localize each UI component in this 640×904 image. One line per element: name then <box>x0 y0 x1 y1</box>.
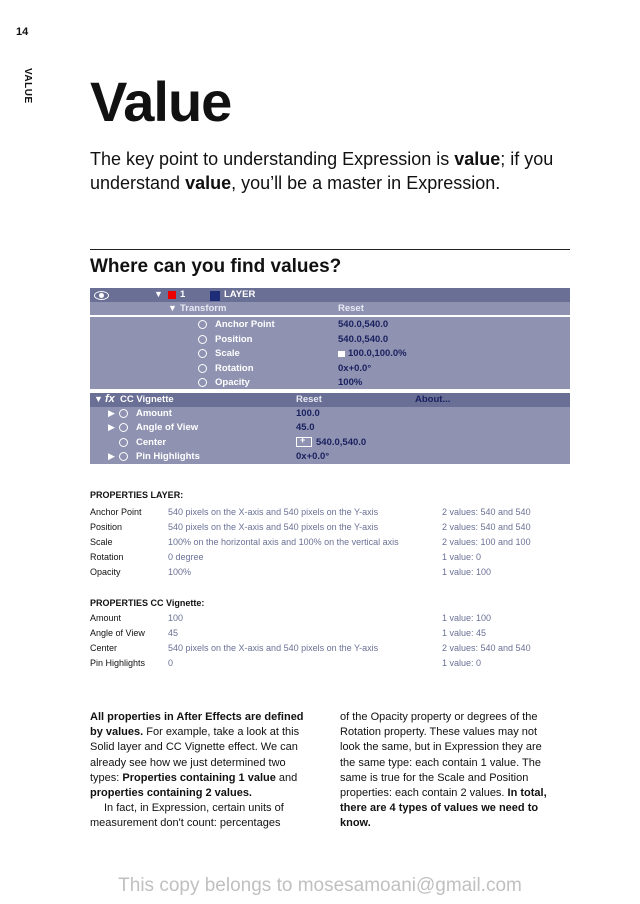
property-name: Rotation <box>90 552 124 562</box>
lead-paragraph <box>90 148 560 195</box>
constrain-proportions-icon[interactable] <box>338 351 345 357</box>
property-description: 100% <box>168 567 192 577</box>
property-description: 540 pixels on the X-axis and 540 pixels on the Y-axis <box>168 507 379 517</box>
property-row[interactable] <box>90 450 570 464</box>
table-row <box>90 552 570 567</box>
property-value-group[interactable] <box>338 348 407 359</box>
table-row <box>90 537 570 552</box>
table-row <box>90 643 570 658</box>
stopwatch-icon[interactable] <box>198 364 207 373</box>
stopwatch-icon[interactable] <box>119 423 128 432</box>
property-value[interactable]: 0x+0.0° <box>338 362 372 374</box>
property-value[interactable]: 100.0,100.0% <box>348 348 407 360</box>
property-name: Pin Highlights <box>136 451 200 463</box>
property-value[interactable]: 540.0,540.0 <box>338 333 389 345</box>
body-paragraph: In fact, in Expression, certain units of measurement don't count: percentages <box>90 802 284 830</box>
transform-reset-link[interactable]: Reset <box>338 303 364 314</box>
property-name: Angle of View <box>136 422 199 434</box>
property-value[interactable]: 100.0 <box>296 408 320 419</box>
layer-number: 1 <box>180 289 186 300</box>
section-heading: Where can you find values? <box>90 256 342 277</box>
effect-reset-link[interactable]: Reset <box>296 394 322 405</box>
table-row <box>90 522 570 537</box>
table-row <box>90 628 570 643</box>
page-title: Value <box>90 70 232 133</box>
property-row[interactable] <box>90 347 570 361</box>
property-name: Pin Highlights <box>90 658 146 668</box>
property-values: 1 value: 0 <box>442 552 482 562</box>
property-description: 540 pixels on the X-axis and 540 pixels on the Y-axis <box>168 522 379 532</box>
property-value[interactable]: 0x+0.0° <box>296 451 330 463</box>
stopwatch-icon[interactable] <box>198 335 207 344</box>
body-text: and <box>275 771 298 784</box>
property-value[interactable]: 540.0,540.0 <box>316 436 367 448</box>
property-row[interactable] <box>90 318 570 332</box>
stopwatch-icon[interactable] <box>119 409 128 418</box>
table-row <box>90 658 570 673</box>
effect-name: CC Vignette <box>120 394 174 405</box>
property-name: Center <box>90 643 118 653</box>
property-values: 1 value: 0 <box>442 658 482 668</box>
fx-icon[interactable]: fx <box>105 393 115 405</box>
body-bold: Properties containing 1 value <box>122 771 276 784</box>
layer-header-bar <box>90 288 570 302</box>
property-name: Amount <box>90 613 122 623</box>
property-value[interactable]: 540.0,540.0 <box>338 319 389 331</box>
lead-text-3: , you’ll be a master in Expression. <box>231 172 501 193</box>
property-name: Anchor Point <box>90 507 142 517</box>
expand-triangle-icon[interactable]: ▶ <box>108 408 115 418</box>
body-paragraph <box>340 710 558 832</box>
property-row[interactable] <box>90 362 570 376</box>
property-values: 1 value: 45 <box>442 628 487 638</box>
property-description: 540 pixels on the X-axis and 540 pixels on the Y-axis <box>168 643 379 653</box>
property-name: Angle of View <box>90 628 145 638</box>
table-row <box>90 507 570 522</box>
ae-effect-panel <box>90 393 570 464</box>
properties-layer-heading: PROPERTIES LAYER: <box>90 490 184 500</box>
property-values: 2 values: 540 and 540 <box>442 507 531 517</box>
property-name: Opacity <box>90 567 121 577</box>
body-text: of the Opacity property or degrees of the Rotation property. These values may not look the same, but in Expression they are the same type: each contain 1 value. The same is true for the Scale and Position properties: each contain 2 values. <box>340 711 542 800</box>
stopwatch-icon[interactable] <box>198 378 207 387</box>
property-row[interactable] <box>90 407 570 421</box>
chapter-side-label: VALUE <box>22 68 33 104</box>
property-description: 0 degree <box>168 552 204 562</box>
property-description: 0 <box>168 658 174 668</box>
panel-separator <box>90 315 570 317</box>
stopwatch-icon[interactable] <box>119 452 128 461</box>
properties-vignette-heading: PROPERTIES CC Vignette: <box>90 598 205 608</box>
expand-triangle-icon[interactable]: ▼ <box>94 394 103 404</box>
property-name: Center <box>136 436 167 448</box>
property-name: Anchor Point <box>215 319 275 331</box>
transform-label: Transform <box>180 303 227 314</box>
body-column-left <box>90 710 308 832</box>
property-values: 1 value: 100 <box>442 613 492 623</box>
lead-bold-1: value <box>454 149 501 169</box>
eye-icon[interactable] <box>94 291 109 300</box>
page-number: 14 <box>16 26 29 38</box>
body-bold: All properties in After Effects are defined by values. <box>90 711 304 739</box>
body-bold: In total, there are 4 types of values we need to know. <box>340 787 547 830</box>
body-text: For example, take a look at this Solid layer and CC Vignette effect. We can already see how we just determined two types: <box>90 726 300 784</box>
effect-about-link[interactable]: About... <box>415 394 451 405</box>
lead-text-1: The key point to understanding Expression is <box>90 149 455 169</box>
body-column-right <box>340 710 558 832</box>
property-value[interactable]: 45.0 <box>296 422 315 434</box>
table-row <box>90 567 570 582</box>
stopwatch-icon[interactable] <box>119 438 128 447</box>
effect-header-bar <box>90 393 570 407</box>
expand-triangle-icon[interactable]: ▶ <box>108 422 115 433</box>
lead-text-2: ; if you understand <box>90 149 554 193</box>
property-name: Opacity <box>215 376 250 388</box>
property-row[interactable] <box>90 421 570 435</box>
property-name: Scale <box>90 537 113 547</box>
lead-bold-2: value <box>185 172 232 193</box>
property-row[interactable] <box>90 333 570 347</box>
stopwatch-icon[interactable] <box>198 349 207 358</box>
property-value[interactable]: 100% <box>338 376 363 388</box>
body-bold: properties containing 2 values. <box>90 787 252 800</box>
property-name: Scale <box>215 348 240 360</box>
copy-watermark: This copy belongs to mosesamoani@gmail.com <box>118 875 522 896</box>
property-description: 100% on the horizontal axis and 100% on the vertical axis <box>168 537 399 547</box>
property-values: 2 values: 540 and 540 <box>442 522 531 532</box>
property-name: Amount <box>136 408 172 419</box>
property-row[interactable] <box>90 376 570 390</box>
expand-triangle-icon[interactable]: ▶ <box>108 451 115 462</box>
property-values: 2 values: 540 and 540 <box>442 643 531 653</box>
crosshair-icon[interactable] <box>296 437 312 447</box>
solid-layer-icon <box>210 291 220 301</box>
body-paragraph <box>90 710 308 801</box>
expand-triangle-icon[interactable]: ▼ <box>168 303 177 313</box>
property-values: 2 values: 100 and 100 <box>442 537 531 547</box>
property-row[interactable] <box>90 436 570 450</box>
table-row <box>90 613 570 628</box>
section-divider <box>90 249 570 250</box>
property-description: 100 <box>168 613 184 623</box>
expand-triangle-icon[interactable]: ▼ <box>154 289 163 299</box>
property-value-group[interactable] <box>296 437 366 448</box>
property-name: Position <box>90 522 123 532</box>
property-values: 1 value: 100 <box>442 567 492 577</box>
property-name: Position <box>215 333 253 345</box>
stopwatch-icon[interactable] <box>198 320 207 329</box>
label-color-icon <box>168 291 176 299</box>
property-name: Rotation <box>215 362 254 374</box>
ae-layer-panel <box>90 288 570 389</box>
property-description: 45 <box>168 628 179 638</box>
layer-name[interactable]: LAYER <box>224 289 256 300</box>
